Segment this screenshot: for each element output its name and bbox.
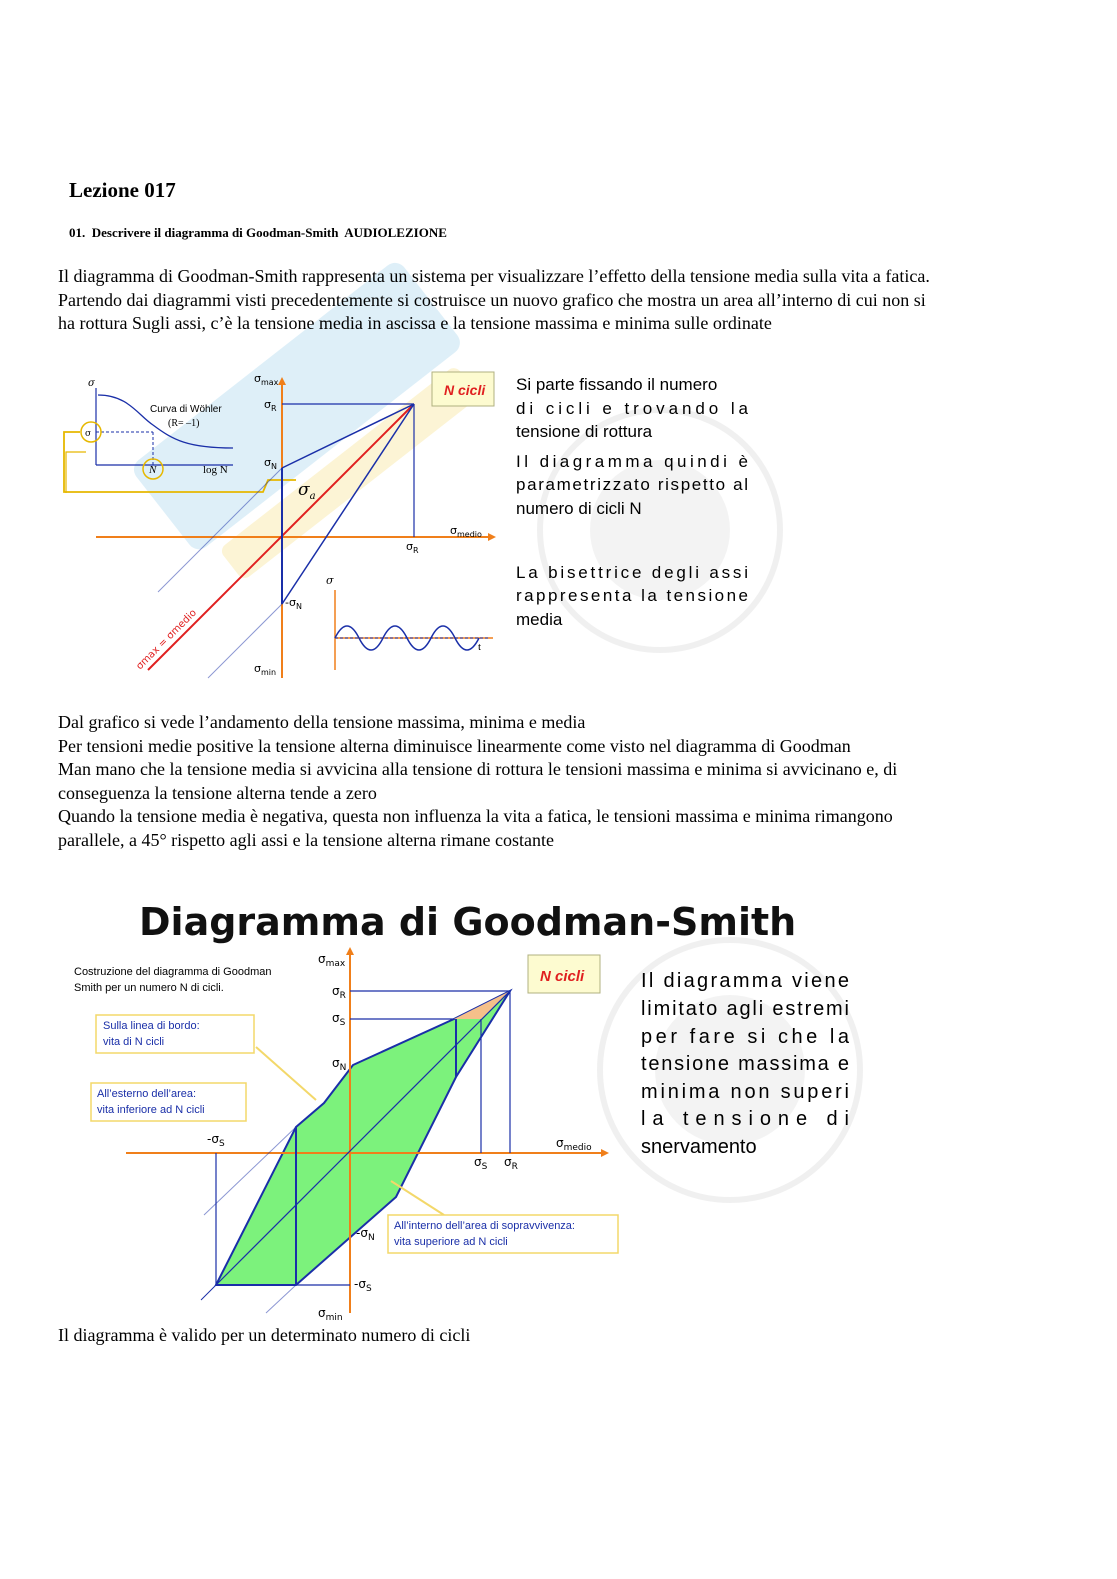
text3-line: rappresenta la tensione bbox=[516, 586, 748, 605]
label-sigma-min: $\sigma_{min}$ bbox=[254, 662, 277, 677]
intro-line: Il diagramma di Goodman-Smith rappresenta un sistema per visualizzare l’effetto della tensione media sulla vita a fatica. bbox=[58, 266, 930, 286]
label-sigma-r-x: $\sigma_R$ bbox=[406, 540, 419, 555]
wohler-logn-label: log N bbox=[203, 464, 228, 476]
sine-sigma-label: σ bbox=[326, 574, 334, 587]
question-number: 01. bbox=[69, 225, 86, 240]
label-sigma-r-x: $\sigma_R$ bbox=[504, 1155, 518, 1172]
callout3-line: vita superiore ad N cicli bbox=[394, 1236, 508, 1248]
body-line: parallele, a 45° rispetto agli assi e la tensione alterna rimane costante bbox=[58, 829, 555, 850]
body-paragraph bbox=[58, 711, 1058, 852]
callout3-line: All’interno dell’area di sopravvivenza: bbox=[394, 1220, 575, 1232]
callout2-line: All’esterno dell’area: bbox=[97, 1088, 197, 1100]
text-line: minima non superi bbox=[641, 1081, 849, 1103]
body-line: conseguenza la tensione alterna tende a zero bbox=[58, 782, 377, 803]
label-sigma-n: $\sigma_N$ bbox=[264, 456, 277, 471]
callout1-line: vita di N cicli bbox=[103, 1036, 165, 1048]
label-sigma-r-y: $\sigma_R$ bbox=[332, 984, 346, 1001]
wohler-sigma-n: σ bbox=[85, 429, 92, 439]
text1-line: Si parte fissando il numero bbox=[516, 375, 718, 394]
sine-t-label: t bbox=[478, 641, 482, 653]
text3-line: media bbox=[516, 610, 563, 629]
caption-line: Smith per un numero N di cicli. bbox=[74, 982, 224, 994]
text1-line: tensione di rottura bbox=[516, 422, 653, 441]
body-line: Man mano che la tensione media si avvicina alla tensione di rottura le tensioni massima e minima si avvicinano e, di bbox=[58, 759, 898, 779]
n-cicli-badge-text: N cicli bbox=[444, 382, 486, 398]
intro-line: Partendo dai diagrammi visti precedentemente si costruisce un nuovo grafico che mostra un area all’interno di cui non si bbox=[58, 289, 926, 310]
label-minus-sigma-s-x: $-\sigma_S$ bbox=[207, 1132, 225, 1149]
label-sigma-max: $\sigma_{max}$ bbox=[254, 372, 279, 387]
wohler-inset bbox=[64, 378, 296, 493]
figure2-title: Diagramma di Goodman-Smith bbox=[139, 900, 797, 944]
sigma-max-line bbox=[282, 404, 414, 468]
text-line: la tensione di bbox=[641, 1108, 849, 1130]
label-minus-sigma-n: $-\sigma_N$ bbox=[356, 1226, 375, 1243]
question-line bbox=[69, 225, 447, 241]
intro-paragraph bbox=[58, 265, 1058, 336]
wohler-r-label: (R= –1) bbox=[168, 418, 200, 429]
text-line: Il diagramma viene bbox=[641, 970, 849, 992]
question-tag: AUDIOLEZIONE bbox=[344, 225, 447, 240]
callout1-line: Sulla linea di bordo: bbox=[103, 1020, 200, 1032]
label-minus-sigma-n: $-\sigma_N$ bbox=[285, 596, 302, 611]
figure-goodman-construction bbox=[58, 360, 758, 690]
text3-line: La bisettrice degli assi bbox=[516, 563, 748, 582]
n-cicli-badge-2-text: N cicli bbox=[540, 968, 585, 985]
text-line: tensione massima e bbox=[641, 1053, 849, 1075]
text2-line: numero di cicli N bbox=[516, 499, 642, 518]
label-sigma-medio: $\sigma_{medio}$ bbox=[556, 1136, 592, 1153]
label-bisector: σmax = σmedio bbox=[134, 607, 199, 673]
wohler-n-label: N bbox=[149, 464, 157, 476]
figure2-explanation bbox=[641, 970, 850, 1158]
body-line: Dal grafico si vede l’andamento della tensione massima, minima e media bbox=[58, 712, 586, 732]
question-text: Descrivere il diagramma di Goodman-Smith bbox=[91, 225, 339, 240]
body-line: Per tensioni medie positive la tensione alterna diminuisce linearmente come visto nel diagramma di Goodman bbox=[58, 735, 851, 756]
wohler-sigma-label: σ bbox=[88, 378, 95, 389]
text1-line: di cicli e trovando la bbox=[516, 399, 748, 418]
figure1-explanation bbox=[516, 375, 749, 629]
label-sigma-n: $\sigma_N$ bbox=[332, 1056, 347, 1073]
callout2-line: vita inferiore ad N cicli bbox=[97, 1104, 205, 1116]
label-sigma-medio: $\sigma_{medio}$ bbox=[450, 524, 482, 539]
sine-inset bbox=[326, 574, 493, 670]
sigma-min-line bbox=[282, 404, 414, 604]
footer-line: Il diagramma è valido per un determinato numero di cicli bbox=[58, 1325, 471, 1345]
label-sigma-s-y: $\sigma_S$ bbox=[332, 1011, 346, 1028]
label-sigma-s-x: $\sigma_S$ bbox=[474, 1155, 488, 1172]
figure2-caption bbox=[74, 966, 272, 994]
figure-goodman-smith bbox=[66, 885, 866, 1325]
text-line: snervamento bbox=[641, 1136, 757, 1158]
label-sigma-r-y: $\sigma_R$ bbox=[264, 398, 277, 413]
text-line: limitato agli estremi bbox=[641, 998, 849, 1020]
wohler-curve-label: Curva di Wöhler bbox=[150, 404, 222, 415]
label-sigma-a: $\sigma_a$ bbox=[298, 480, 316, 502]
text2-line: Il diagramma quindi è bbox=[516, 452, 748, 471]
lesson-title: Lezione 017 bbox=[69, 178, 176, 202]
label-sigma-max: $\sigma_{max}$ bbox=[318, 952, 346, 969]
label-minus-sigma-s-y: $-\sigma_S$ bbox=[354, 1277, 372, 1294]
body-line: Quando la tensione media è negativa, questa non influenza la vita a fatica, le tensioni massima e minima rimangono bbox=[58, 806, 893, 826]
intro-line: ha rottura Sugli assi, c’è la tensione media in ascissa e la tensione massima e minima sulle ordinate bbox=[58, 313, 772, 333]
label-sigma-min: $\sigma_{min}$ bbox=[318, 1306, 343, 1323]
caption-line: Costruzione del diagramma di Goodman bbox=[74, 966, 272, 978]
text-line: per fare si che la bbox=[641, 1026, 849, 1048]
text2-line: parametrizzato rispetto al bbox=[516, 475, 748, 494]
